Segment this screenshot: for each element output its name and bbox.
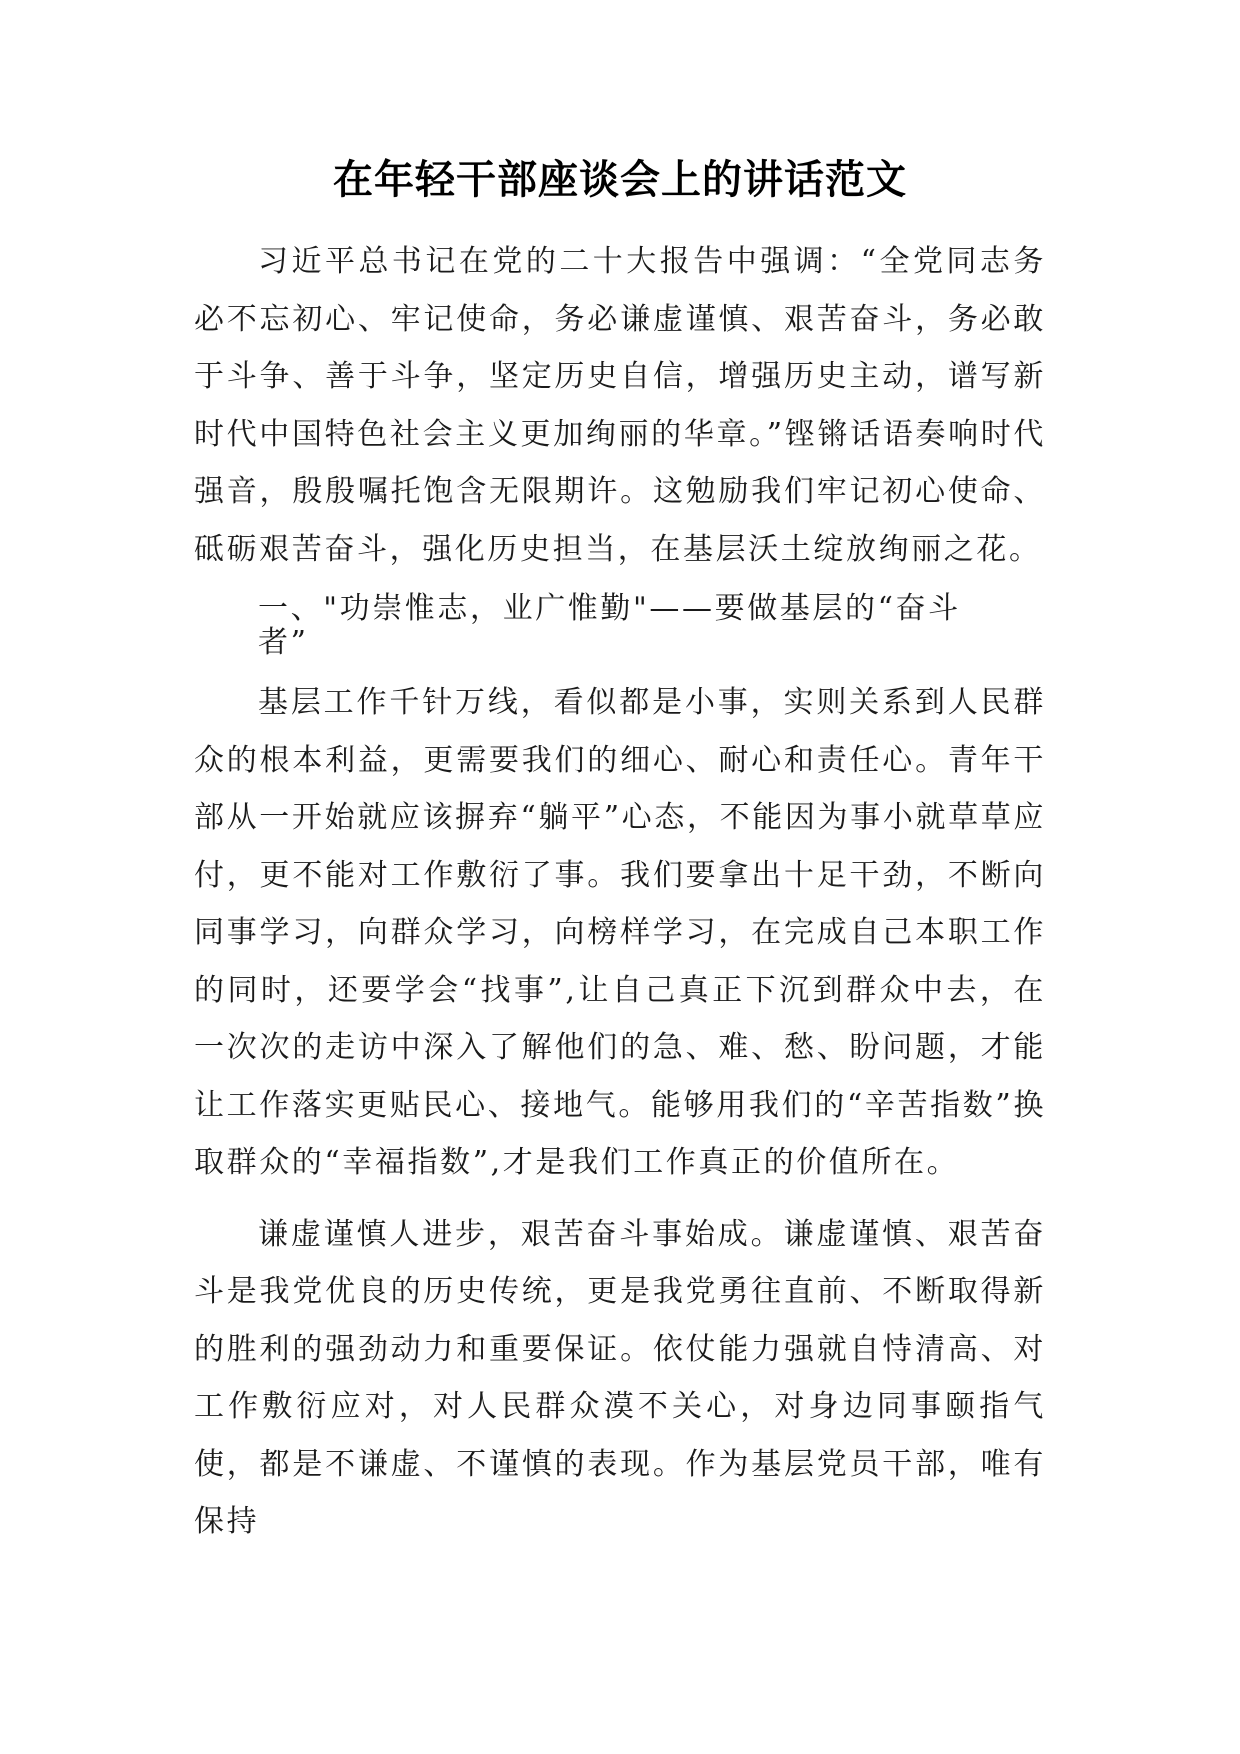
document-body: [194, 233, 1046, 1565]
body-paragraph: 谦虚谨慎人进步，艰苦奋斗事始成。谦虚谨慎、艰苦奋斗是我党优良的历史传统，更是我党勇往直前、不断取得新的胜利的强劲动力和重要保证。依仗能力强就自恃清高、对工作敷衍应对，对人民群众漠不关心，对身边同事颐指气使，都是不谦虚、不谨慎的表现。作为基层党员干部，唯有保持: [194, 1216, 1046, 1539]
page-title: 在年轻干部座谈会上的讲话范文: [333, 157, 907, 203]
body-paragraph: 基层工作千针万线，看似都是小事，实则关系到人民群众的根本利益，更需要我们的细心、耐心和责任心。青年干部从一开始就应该摒弃“躺平”心态，不能因为事小就草草应付，更不能对工作敷衍了事。我们要拿出十足干劲，不断向同事学习，向群众学习，向榜样学习，在完成自己本职工作的同时，还要学会“找事”,让自己真正下沉到群众中去，在一次次的走访中深入了解他们的急、难、愁、盼问题，才能让工作落实更贴民心、接地气。能够用我们的“辛苦指数”换取群众的“幸福指数”,才是我们工作真正的价值所在。: [194, 685, 1046, 1180]
section-heading: 一、"功崇惟志，业广惟勤"——要做基层的“奋斗者”: [258, 591, 961, 660]
intro-paragraph: 习近平总书记在党的二十大报告中强调：“全党同志务必不忘初心、牢记使命，务必谦虚谨慎、艰苦奋斗，务必敢于斗争、善于斗争，坚定历史自信，增强历史主动，谱写新时代中国特色社会主义更加绚丽的华章。”铿锵话语奏响时代强音，殷殷嘱托饱含无限期许。这勉励我们牢记初心使命、砥砺艰苦奋斗，强化历史担当，在基层沃土绽放绚丽之花。: [194, 244, 1046, 567]
